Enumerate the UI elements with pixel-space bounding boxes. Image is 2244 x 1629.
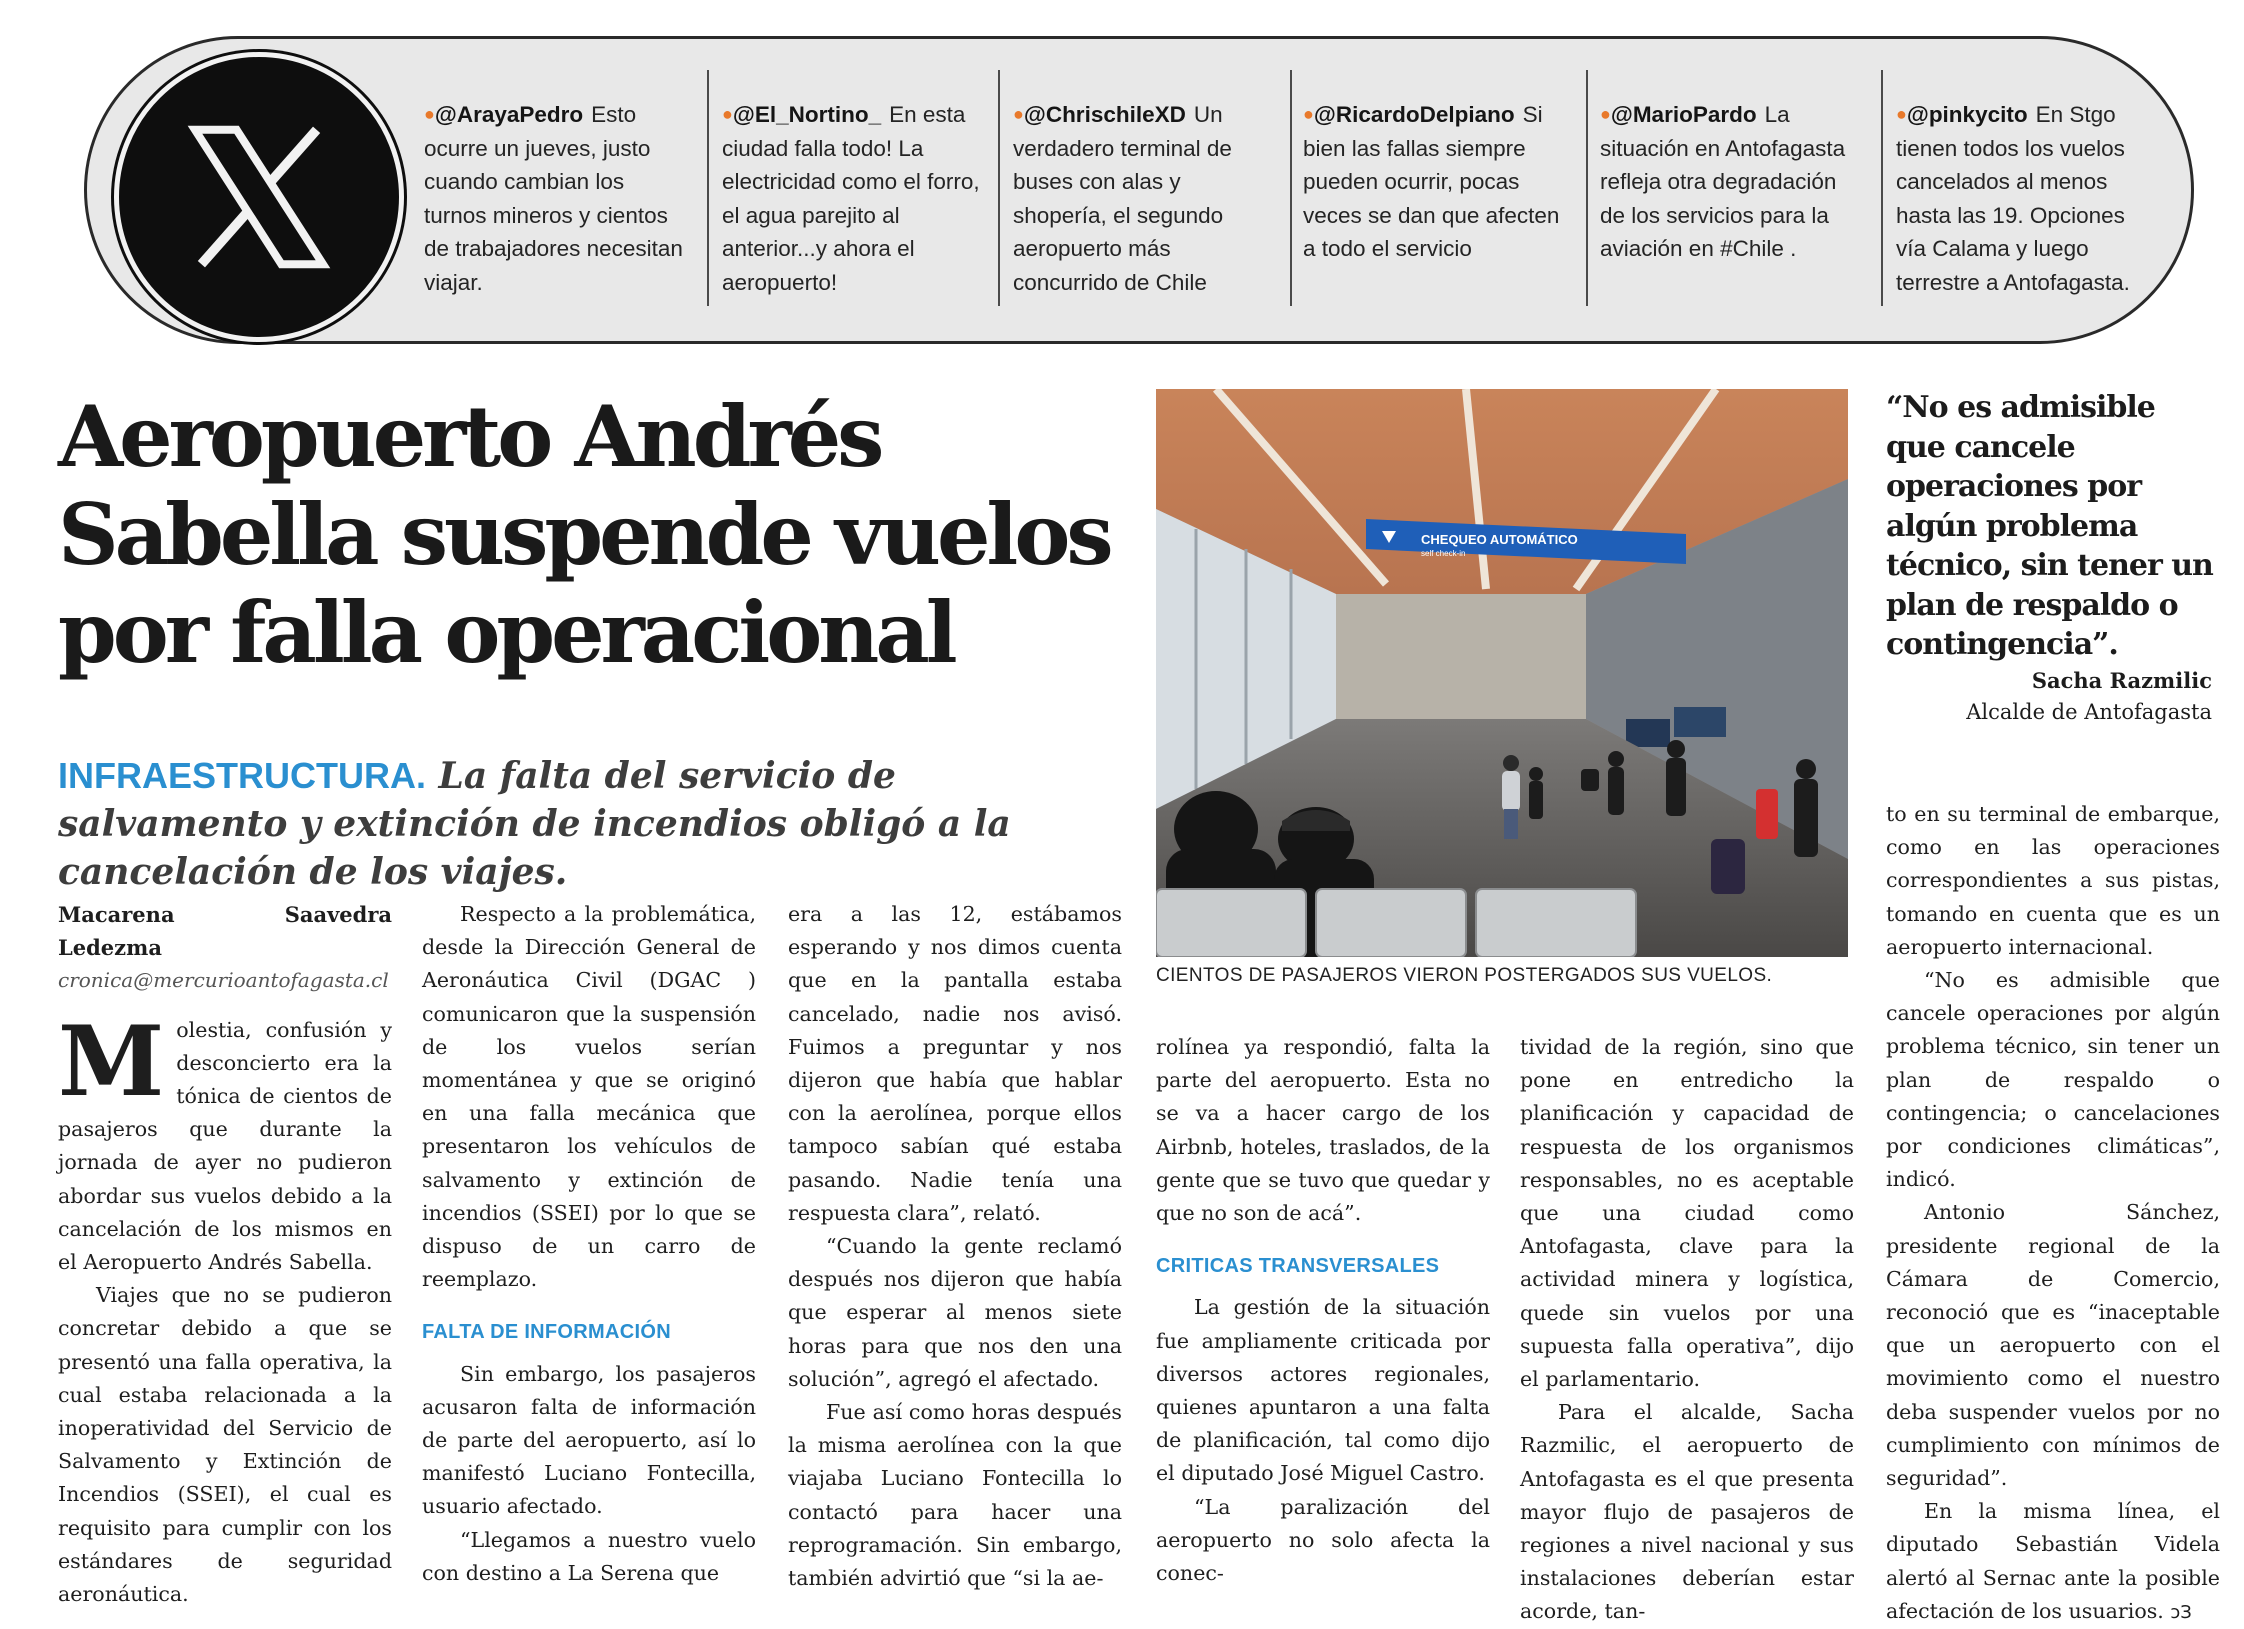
article-paragraph: to en su terminal de embarque, como en las operaciones correspondientes a sus pistas, tomando en cuenta que es un aeropuerto internacional. xyxy=(1886,802,2220,959)
tweet-text: En Stgo tienen todos los vuelos cancelados al menos hasta las 19. Opciones vía Calama y luego terrestre a Antofagasta. xyxy=(1896,102,2130,295)
x-logo-icon xyxy=(114,52,404,342)
article-paragraph: En la misma línea, el diputado Sebastián Videla alertó al Sernac ante la posible afectación de los usuarios. ↄЗ xyxy=(1886,1499,2220,1623)
tweet-text: La situación en Antofagasta refleja otra degradación de los servicios para la aviación en #Chile . xyxy=(1600,102,1846,261)
article-column-5 xyxy=(1520,1031,1854,1629)
tweet-handle[interactable]: @pinkycito xyxy=(1906,102,2028,127)
airport-terminal-photo xyxy=(1156,389,1848,957)
article-paragraph: tividad de la región, sino que pone en entredicho la planificación y capacidad de respuesta de los organismos responsables, no es aceptable que una ciudad como Antofagasta, clave para la actividad minera y logística, quede sin vuelos por una supuesta falla operativa”, dijo el parlamentario. xyxy=(1520,1035,1854,1392)
deck-text: La falta del servicio de salvamento y extinción de incendios obligó a la cancelación de los viajes. xyxy=(58,755,1011,893)
article-paragraph: “La paralización del aeropuerto no solo afecta la conec- xyxy=(1156,1494,1490,1586)
tweet-handle[interactable]: @MarioPardo xyxy=(1610,102,1757,127)
bullet-icon: ● xyxy=(1013,104,1024,124)
article-column-4 xyxy=(1156,1031,1490,1590)
article-column-2 xyxy=(422,898,756,1590)
section-label: INFRAESTRUCTURA. xyxy=(58,755,426,796)
article-paragraph: “Llegamos a nuestro vuelo con destino a La Serena que xyxy=(422,1527,756,1585)
pull-quote-author: Sacha Razmilic xyxy=(2031,668,2212,693)
tweet-text: En esta ciudad falla todo! La electricidad como el forro, el agua parejito al anterior...y ahora el aeropuerto! xyxy=(722,102,980,295)
article-paragraph: Viajes que no se pudieron concretar debido a que se presentó una falla operativa, la cual estaba relacionada a la inoperatividad del Servicio de Salvamento y Extinción de Incendios (SSEI), el cual es requisito para cumplir con los estándares de seguridad aeronáutica. xyxy=(58,1283,392,1607)
article-paragraph: era a las 12, estábamos esperando y nos dimos cuenta que en la pantalla estaba cancelado, nadie nos avisó. Fuimos a preguntar y nos dijeron que había que hablar con la aerolínea, porque ellos tampoco sabían qué estaba pasando. Nadie tenía una respuesta clara”, relató. xyxy=(788,902,1122,1225)
article-paragraph: rolínea ya respondió, falta la parte del aeropuerto. Esta no se va a hacer cargo de los Airbnb, hoteles, traslados, de la gente que se tuvo que quedar y que no son de acá”. xyxy=(1156,1035,1490,1226)
article-column-6 xyxy=(1886,798,2220,1629)
photo-caption: CIENTOS DE PASAJEROS VIERON POSTERGADOS SUS VUELOS. xyxy=(1156,965,1773,986)
end-mark-icon: ↄЗ xyxy=(2170,1601,2192,1623)
tweet xyxy=(1303,98,1565,266)
headline: Aeropuerto Andrés Sabella suspende vuelos por falla operacional xyxy=(58,387,1110,682)
tweet-handle[interactable]: @RicardoDelpiano xyxy=(1313,102,1515,127)
bullet-icon: ● xyxy=(424,104,435,124)
tweet-handle[interactable]: @ArayaPedro xyxy=(434,102,584,127)
author-email[interactable]: cronica@mercurioantofagasta.cl xyxy=(58,968,389,993)
tweet-divider xyxy=(707,70,709,306)
bullet-icon: ● xyxy=(1600,104,1611,124)
byline: Macarena Saavedra Ledezma xyxy=(58,902,392,961)
deck xyxy=(58,752,1118,896)
bullet-icon: ● xyxy=(1896,104,1907,124)
tweet-text: Esto ocurre un jueves, justo cuando cambian los turnos mineros y cientos de trabajadores necesitan viajar. xyxy=(424,102,683,295)
bullet-icon: ● xyxy=(1303,104,1314,124)
subheading: FALTA DE INFORMACIÓN xyxy=(422,1321,671,1344)
article-paragraph: La gestión de la situación fue ampliamente criticada por diversos actores regionales, quienes apuntaron a una falta de planificación, tal como dijo el diputado José Miguel Castro. xyxy=(1156,1295,1490,1486)
subheading: CRITICAS TRANSVERSALES xyxy=(1156,1255,1440,1278)
tweet-divider xyxy=(1290,70,1292,306)
article-paragraph: Fue así como horas después la misma aerolínea con la que viajaba Luciano Fontecilla lo contactó para hacer una reprogramación. Sin embargo, también advirtió que “si la ae- xyxy=(788,1400,1122,1591)
sign-subtext: self check-in xyxy=(1421,549,1466,558)
tweet-divider xyxy=(998,70,1000,306)
tweet-divider xyxy=(1881,70,1883,306)
bullet-icon: ● xyxy=(722,104,733,124)
article-column-3 xyxy=(788,898,1122,1595)
article-paragraph: Respecto a la problemática, desde la Dirección General de Aeronáutica Civil (DGAC ) comunicaron que la suspensión de los vuelos serían momentánea y que se originó en una falla mecánica que presentaron los vehículos de salvamento y extinción de incendios (SSEI) por lo que se dispuso de un carro de reemplazo. xyxy=(422,902,756,1292)
tweet-divider xyxy=(1586,70,1588,306)
article-paragraph: “No es admisible que cancele operaciones por algún problema técnico, sin tener un plan de respaldo o contingencia; o cancelaciones por condiciones climáticas”, indicó. xyxy=(1886,968,2220,1192)
tweet xyxy=(1600,98,1862,266)
article-paragraph: Para el alcalde, Sacha Razmilic, el aeropuerto de Antofagasta es el que presenta mayor flujo de pasajeros de regiones a nivel nacional y sus instalaciones deberían estar acorde, tan- xyxy=(1520,1400,1854,1624)
tweet xyxy=(1896,98,2158,299)
article-paragraph: Antonio Sánchez, presidente regional de la Cámara de Comercio, reconoció que es “inaceptable que un aeropuerto con el movimiento como el nuestro deba suspender vuelos por no cumplimiento con mínimos de seguridad”. xyxy=(1886,1200,2220,1491)
pull-quote: “No es admisible que cancele operaciones por algún problema técnico, sin tener un plan de respaldo o contingencia”. xyxy=(1886,390,2213,662)
tweet-handle[interactable]: @El_Nortino_ xyxy=(732,102,882,127)
tweet xyxy=(722,98,984,299)
tweet-handle[interactable]: @ChrischileXD xyxy=(1023,102,1186,127)
drop-cap: M xyxy=(58,1004,165,1118)
tweet-text: Un verdadero terminal de buses con alas y shopería, el segundo aeropuerto más concurrido de Chile xyxy=(1013,102,1232,295)
pull-quote-role: Alcalde de Antofagasta xyxy=(1966,700,2212,724)
article-column-1 xyxy=(58,898,392,1611)
tweet-text: Si bien las fallas siempre pueden ocurrir, pocas veces se dan que afecten a todo el servicio xyxy=(1303,102,1560,261)
article-paragraph: “Cuando la gente reclamó después nos dijeron que había que esperar al menos siete horas para que nos den una solución”, agregó el afectado. xyxy=(788,1234,1122,1391)
sign-text: CHEQUEO AUTOMÁTICO xyxy=(1421,532,1578,547)
tweet xyxy=(424,98,686,299)
article-paragraph: Molestia, confusión y desconcierto era la tónica de cientos de pasajeros que durante la jornada de ayer no pudieron abordar sus vuelos debido a la cancelación de los mismos en el Aeropuerto Andrés Sabella. xyxy=(58,1004,392,1275)
tweet xyxy=(1013,98,1275,299)
article-paragraph: Sin embargo, los pasajeros acusaron falta de información de parte del aeropuerto, así lo manifestó Luciano Fontecilla, usuario afectado. xyxy=(422,1361,756,1519)
